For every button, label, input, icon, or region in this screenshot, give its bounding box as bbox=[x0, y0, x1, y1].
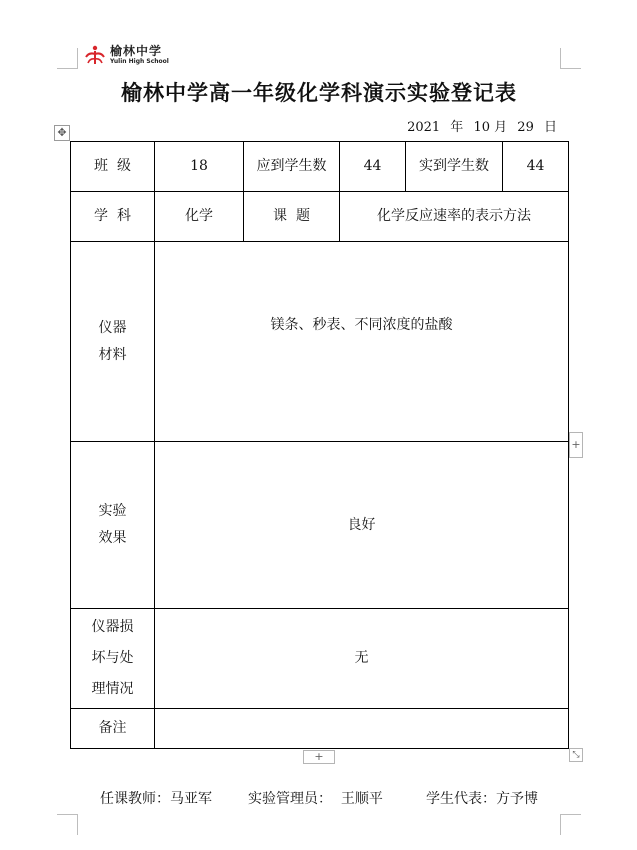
expected-students-label: 应到学生数 bbox=[244, 142, 340, 192]
expected-students-value[interactable]: 44 bbox=[340, 142, 406, 192]
table-row bbox=[71, 442, 569, 609]
materials-label-line: 材料 bbox=[98, 346, 127, 363]
crop-mark-top-right bbox=[560, 48, 581, 69]
actual-students-label: 实到学生数 bbox=[406, 142, 503, 192]
table-resize-handle-icon[interactable]: ⤡ bbox=[569, 748, 583, 762]
damage-value[interactable]: 无 bbox=[155, 609, 569, 709]
topic-value[interactable]: 化学反应速率的表示方法 bbox=[340, 192, 569, 242]
notes-label: 备注 bbox=[71, 709, 155, 749]
date-month-unit: 月 bbox=[494, 120, 508, 135]
materials-label-line: 仪器 bbox=[98, 319, 127, 336]
subject-label: 学 科 bbox=[71, 192, 155, 242]
add-column-plus-icon[interactable]: + bbox=[569, 432, 583, 458]
registration-table bbox=[70, 141, 569, 749]
subject-value[interactable]: 化学 bbox=[155, 192, 244, 242]
crop-mark-top-left bbox=[57, 48, 78, 69]
school-logo bbox=[84, 43, 169, 67]
teacher-signature: 任课教师：马亚军 bbox=[100, 791, 212, 807]
class-value[interactable]: 18 bbox=[155, 142, 244, 192]
logo-english-name: Yulin High School bbox=[110, 58, 169, 65]
effect-value[interactable]: 良好 bbox=[155, 442, 569, 609]
topic-label: 课 题 bbox=[244, 192, 340, 242]
page-title: 榆林中学高一年级化学科演示实验登记表 bbox=[121, 81, 517, 105]
effect-label-line: 实验 bbox=[98, 503, 127, 520]
date-year-unit: 年 bbox=[450, 120, 464, 135]
damage-label bbox=[71, 609, 155, 709]
record-date bbox=[401, 116, 557, 135]
school-emblem-icon bbox=[84, 44, 106, 66]
table-move-handle-icon[interactable]: ✥ bbox=[54, 125, 70, 141]
class-label: 班 级 bbox=[71, 142, 155, 192]
table-row bbox=[71, 142, 569, 192]
materials-label bbox=[71, 242, 155, 442]
table-row bbox=[71, 192, 569, 242]
student-signature: 学生代表：方予博 bbox=[426, 791, 538, 807]
table-row bbox=[71, 242, 569, 442]
crop-mark-bottom-left bbox=[57, 814, 78, 835]
damage-label-line: 理情况 bbox=[91, 680, 134, 697]
table-row bbox=[71, 609, 569, 709]
effect-label bbox=[71, 442, 155, 609]
damage-label-line: 坏与处 bbox=[91, 650, 134, 667]
materials-value[interactable]: 镁条、秒表、不同浓度的盐酸 bbox=[155, 242, 569, 442]
date-day-unit: 日 bbox=[543, 120, 557, 135]
add-row-plus-icon[interactable]: + bbox=[303, 750, 335, 764]
signature-footer bbox=[70, 788, 568, 810]
table-row bbox=[71, 709, 569, 749]
manager-signature: 实验管理员： 王顺平 bbox=[248, 791, 383, 807]
actual-students-value[interactable]: 44 bbox=[503, 142, 569, 192]
date-year: 2021 bbox=[407, 120, 441, 135]
date-day: 29 bbox=[517, 120, 534, 135]
date-month: 10 bbox=[473, 120, 490, 135]
logo-chinese-name: 榆林中学 bbox=[110, 44, 163, 58]
effect-label-line: 效果 bbox=[98, 530, 127, 546]
notes-value[interactable] bbox=[155, 709, 569, 749]
damage-label-line: 仪器损 bbox=[91, 619, 134, 636]
crop-mark-bottom-right bbox=[560, 814, 581, 835]
